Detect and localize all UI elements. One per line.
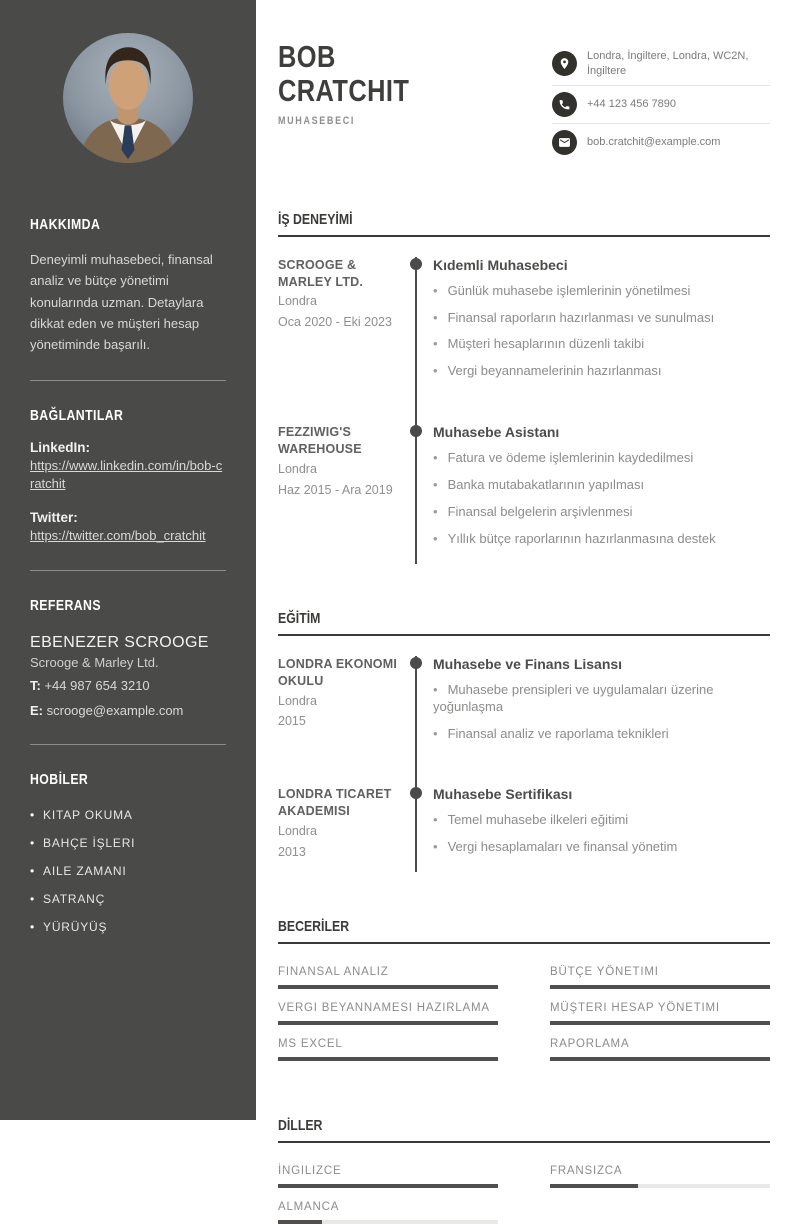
sidebar-divider (30, 380, 226, 381)
company-name: SCROOGE & MARLEY LTD. (278, 257, 364, 289)
reference-phone-label: T: (30, 678, 41, 694)
skill-label: MS EXCEL (278, 1038, 343, 1051)
skill-bar (278, 1057, 498, 1061)
about-heading: HAKKIMDA (30, 216, 101, 233)
skill-bar (550, 1057, 770, 1061)
education-section (278, 610, 770, 872)
contact-row-email (552, 124, 770, 161)
header (278, 40, 770, 161)
skill-label: FINANSAL ANALIZ (278, 966, 389, 979)
position-title: Muhasebe Asistanı (433, 424, 560, 441)
position-title: Kıdemli Muhasebeci (433, 256, 568, 273)
experience-item-body (415, 257, 770, 425)
timeline-dot-icon (410, 787, 422, 799)
main-column (256, 0, 794, 1214)
sidebar-divider (30, 570, 226, 571)
skill-item (278, 1038, 498, 1061)
sidebar (0, 0, 256, 1120)
twitter-label: Twitter: (30, 510, 78, 526)
links-section (30, 407, 226, 547)
skill-bar (278, 1021, 498, 1025)
experience-item (278, 257, 770, 425)
reference-email-label: E: (30, 702, 43, 718)
languages-heading: DİLLER (278, 1117, 770, 1143)
hobbies-heading: HOBİLER (30, 770, 89, 788)
language-label: FRANSIZCA (550, 1165, 623, 1178)
reference-email (30, 703, 226, 720)
about-text: Deneyimli muhasebeci, finansal analiz ve bütçe yönetimi konularında uzman. Detaylara dikkat eden ve müşteri hesap yönetiminde başarılı. (30, 252, 213, 353)
bullet-item: • Banka mutabakatlarının yapılması (433, 477, 770, 494)
contact-block (552, 43, 770, 161)
experience-item-meta (278, 257, 415, 425)
graduation-year: 2013 (278, 844, 306, 859)
reference-company: Scrooge & Marley Ltd. (30, 655, 159, 671)
school-location: Londra (278, 824, 317, 839)
bullet-item: • Vergi hesaplamaları ve finansal yönetim (433, 839, 770, 856)
language-item (550, 1165, 770, 1188)
bullet-item: • Finansal belgelerin arşivlenmesi (433, 504, 770, 521)
skills-heading: BECERİLER (278, 918, 770, 944)
company-location: Londra (278, 462, 317, 476)
bullet-item: • Temel muhasebe ilkeleri eğitimi (433, 812, 770, 829)
language-label: İNGILIZCE (278, 1165, 342, 1178)
education-item-meta (278, 786, 415, 872)
twitter-link-group (30, 510, 226, 546)
school-name: LONDRA TICARET AKADEMISI (278, 787, 392, 819)
bullet-item: • Fatura ve ödeme işlemlerinin kaydedilmesi (433, 450, 770, 467)
skill-item (278, 966, 498, 989)
twitter-url[interactable]: https://twitter.com/bob_cratchit (30, 528, 206, 544)
hobby-item: • YÜRÜYÜŞ (30, 920, 226, 934)
experience-section (278, 211, 770, 564)
page-title: BOB CRATCHIT (278, 39, 410, 108)
skill-item (550, 1002, 770, 1025)
bullet-item: • Müşteri hesaplarının düzenli takibi (433, 336, 770, 353)
skill-label: MÜŞTERI HESAP YÖNETIMI (550, 1002, 720, 1015)
experience-item-body (415, 424, 770, 564)
profile-photo (63, 33, 193, 163)
linkedin-label: LinkedIn: (30, 439, 90, 455)
language-item (278, 1165, 498, 1188)
bullet-item: • Günlük muhasebe işlemlerinin yönetilmesi (433, 283, 770, 300)
location-icon (552, 51, 577, 76)
experience-bullets (433, 283, 770, 381)
contact-row-location (552, 43, 770, 86)
skill-bar (550, 1021, 770, 1025)
experience-bullets (433, 450, 770, 548)
bullet-item: • Finansal analiz ve raporlama teknikleri (433, 726, 770, 743)
reference-name: EBENEZER SCROOGE (30, 634, 209, 652)
skill-item (550, 966, 770, 989)
languages-section (278, 1117, 770, 1224)
contact-location-text: Londra, İngiltere, Londra, WC2N, İngiltere (587, 50, 749, 77)
linkedin-link-group (30, 440, 226, 495)
hobbies-section (30, 771, 226, 934)
contact-row-phone (552, 86, 770, 124)
experience-item-meta (278, 424, 415, 564)
hobby-item: • AILE ZAMANI (30, 864, 226, 878)
skills-grid (278, 966, 770, 1061)
graduation-year: 2015 (278, 714, 306, 729)
sidebar-divider (30, 744, 226, 745)
date-range: Haz 2015 - Ara 2019 (278, 482, 393, 497)
links-heading: BAĞLANTILAR (30, 406, 124, 424)
school-location: Londra (278, 693, 317, 708)
skill-label: BÜTÇE YÖNETIMI (550, 966, 659, 979)
hobby-item: • BAHÇE İŞLERI (30, 836, 226, 850)
company-location: Londra (278, 294, 317, 309)
reference-phone-value: +44 987 654 3210 (44, 678, 150, 694)
date-range: Oca 2020 - Eki 2023 (278, 315, 392, 330)
contact-phone-text: +44 123 456 7890 (587, 97, 677, 110)
linkedin-url[interactable]: https://www.linkedin.com/in/bob-cratchit (30, 457, 223, 492)
languages-grid (278, 1165, 770, 1224)
about-section (30, 216, 226, 356)
reference-heading: REFERANS (30, 597, 101, 615)
reference-section (30, 597, 226, 720)
school-name: LONDRA EKONOMI OKULU (278, 656, 397, 688)
phone-icon (552, 92, 577, 117)
bullet-item: • Muhasebe prensipleri ve uygulamaları üzerine yoğunlaşma (433, 682, 770, 716)
bullet-item: • Finansal raporların hazırlanması ve sunulması (433, 310, 770, 327)
contact-email-text: bob.cratchit@example.com (587, 135, 721, 148)
reference-email-value: scrooge@example.com (46, 702, 184, 718)
person-portrait-icon (63, 33, 193, 163)
language-label: ALMANCA (278, 1201, 340, 1214)
timeline-dot-icon (410, 657, 422, 669)
skill-item (550, 1038, 770, 1061)
education-item-meta (278, 656, 415, 787)
language-bar (550, 1184, 770, 1188)
skill-bar (550, 985, 770, 989)
language-bar (278, 1184, 498, 1188)
experience-heading: İŞ DENEYİMİ (278, 211, 770, 237)
skill-label: VERGI BEYANNAMESI HAZIRLAMA (278, 1002, 490, 1015)
language-bar (278, 1220, 498, 1224)
skill-label: RAPORLAMA (550, 1038, 630, 1051)
degree-title: Muhasebe Sertifikası (433, 786, 573, 803)
education-bullets (433, 812, 770, 856)
timeline-dot-icon (410, 425, 422, 437)
education-item-body (415, 656, 770, 787)
hobby-list (30, 808, 226, 934)
education-item (278, 786, 770, 872)
skill-item (278, 1002, 498, 1025)
company-name: FEZZIWIG'S WAREHOUSE (278, 425, 362, 457)
hobby-item: • SATRANÇ (30, 892, 226, 906)
education-item (278, 656, 770, 787)
reference-phone (30, 678, 226, 695)
education-heading: EĞİTİM (278, 610, 770, 636)
bullet-item: • Yıllık bütçe raporlarının hazırlanmasına destek (433, 531, 770, 548)
degree-title: Muhasebe ve Finans Lisansı (433, 655, 623, 672)
email-icon (552, 130, 577, 155)
language-item (278, 1201, 498, 1224)
skills-section (278, 918, 770, 1061)
education-item-body (415, 786, 770, 872)
education-bullets (433, 682, 770, 743)
name-block (278, 40, 438, 127)
timeline-dot-icon (410, 258, 422, 270)
hobby-item: • KITAP OKUMA (30, 808, 226, 822)
job-title: MUHASEBECI (278, 115, 356, 127)
skill-bar (278, 985, 498, 989)
experience-item (278, 424, 770, 564)
bullet-item: • Vergi beyannamelerinin hazırlanması (433, 363, 770, 380)
